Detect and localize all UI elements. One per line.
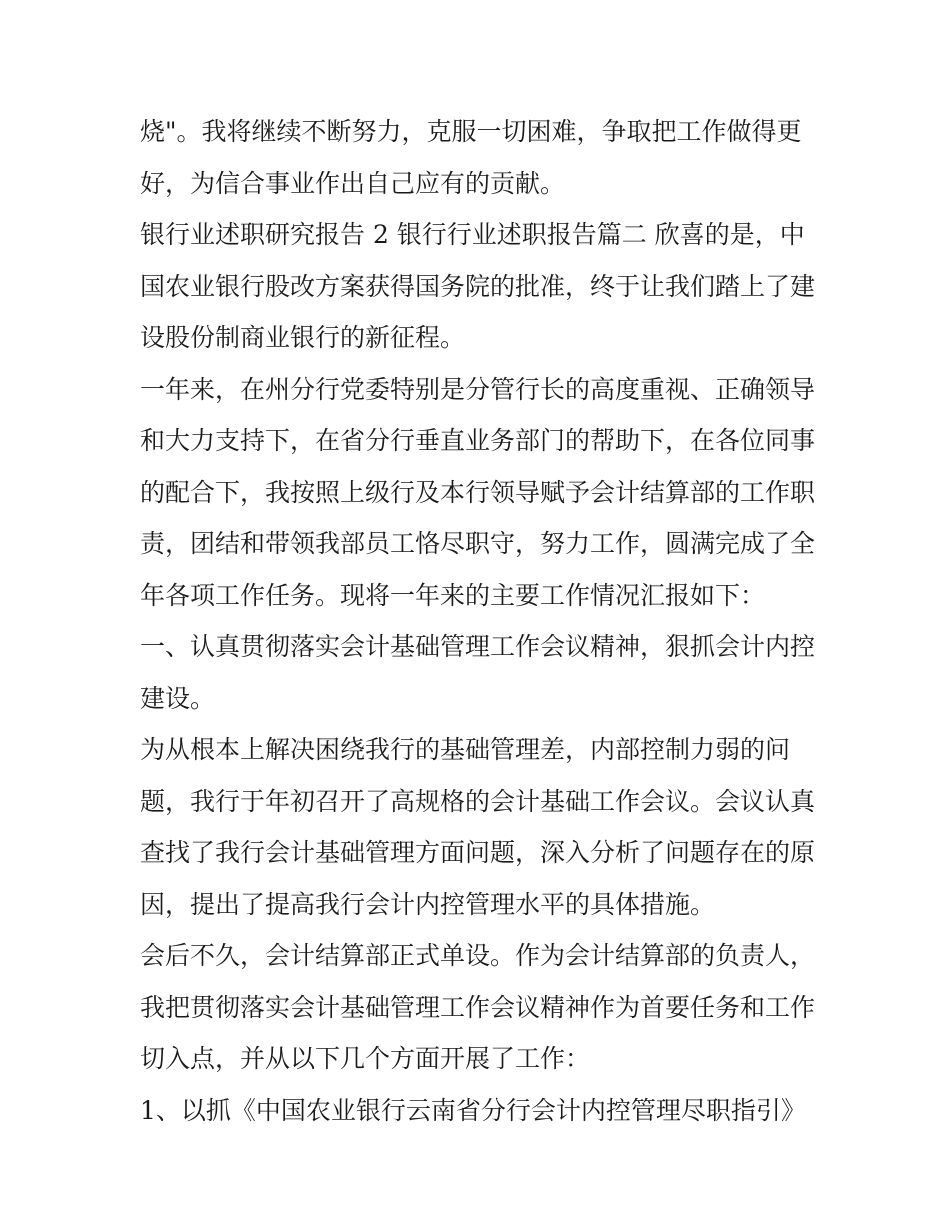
paragraph-report-title: 银行业述职研究报告 2 银行行业述职报告篇二 欣喜的是，中 国农业银行股改方案获得国务院的批准，终于让我们踏上了建 设股份制商业银行的新征程。 [140,220,816,352]
document-body [140,106,820,1136]
paragraph-closing: 烧"。我将继续不断努力，克服一切困难，争取把工作做得更 好，为信合事业作出自己应有的贡献。 [140,117,802,198]
section-heading-1: 一、认真贯彻落实会计基础管理工作会议精神，狠抓会计内控 建设。 [140,632,816,713]
list-item-1: 1、以抓《中国农业银行云南省分行会计内控管理尽职指引》 [140,1095,806,1125]
paragraph-department: 会后不久，会计结算部正式单设。作为会计结算部的负责人， 我把贯彻落实会计基础管理工作会议精神作为首要任务和工作 切入点，并从以下几个方面开展了工作： [140,941,816,1073]
paragraph-year-summary: 一年来，在州分行党委特别是分管行长的高度重视、正确领导 和大力支持下，在省分行垂直业务部门的帮助下，在各位同事 的配合下，我按照上级行及本行领导赋予会计结算部的工作职 责，团结和带领我部员工恪尽职守，努力工作，圆满完成了全 年各项工作任务。现将一年来的主要工作情况汇报如下： [140,374,816,610]
paragraph-meeting: 为从根本上解决困绕我行的基础管理差，内部控制力弱的问 题，我行于年初召开了高规格的会计基础工作会议。会议认真 查找了我行会计基础管理方面问题，深入分析了问题存在的原 因，提出了提高我行会计内控管理水平的具体措施。 [140,735,816,919]
